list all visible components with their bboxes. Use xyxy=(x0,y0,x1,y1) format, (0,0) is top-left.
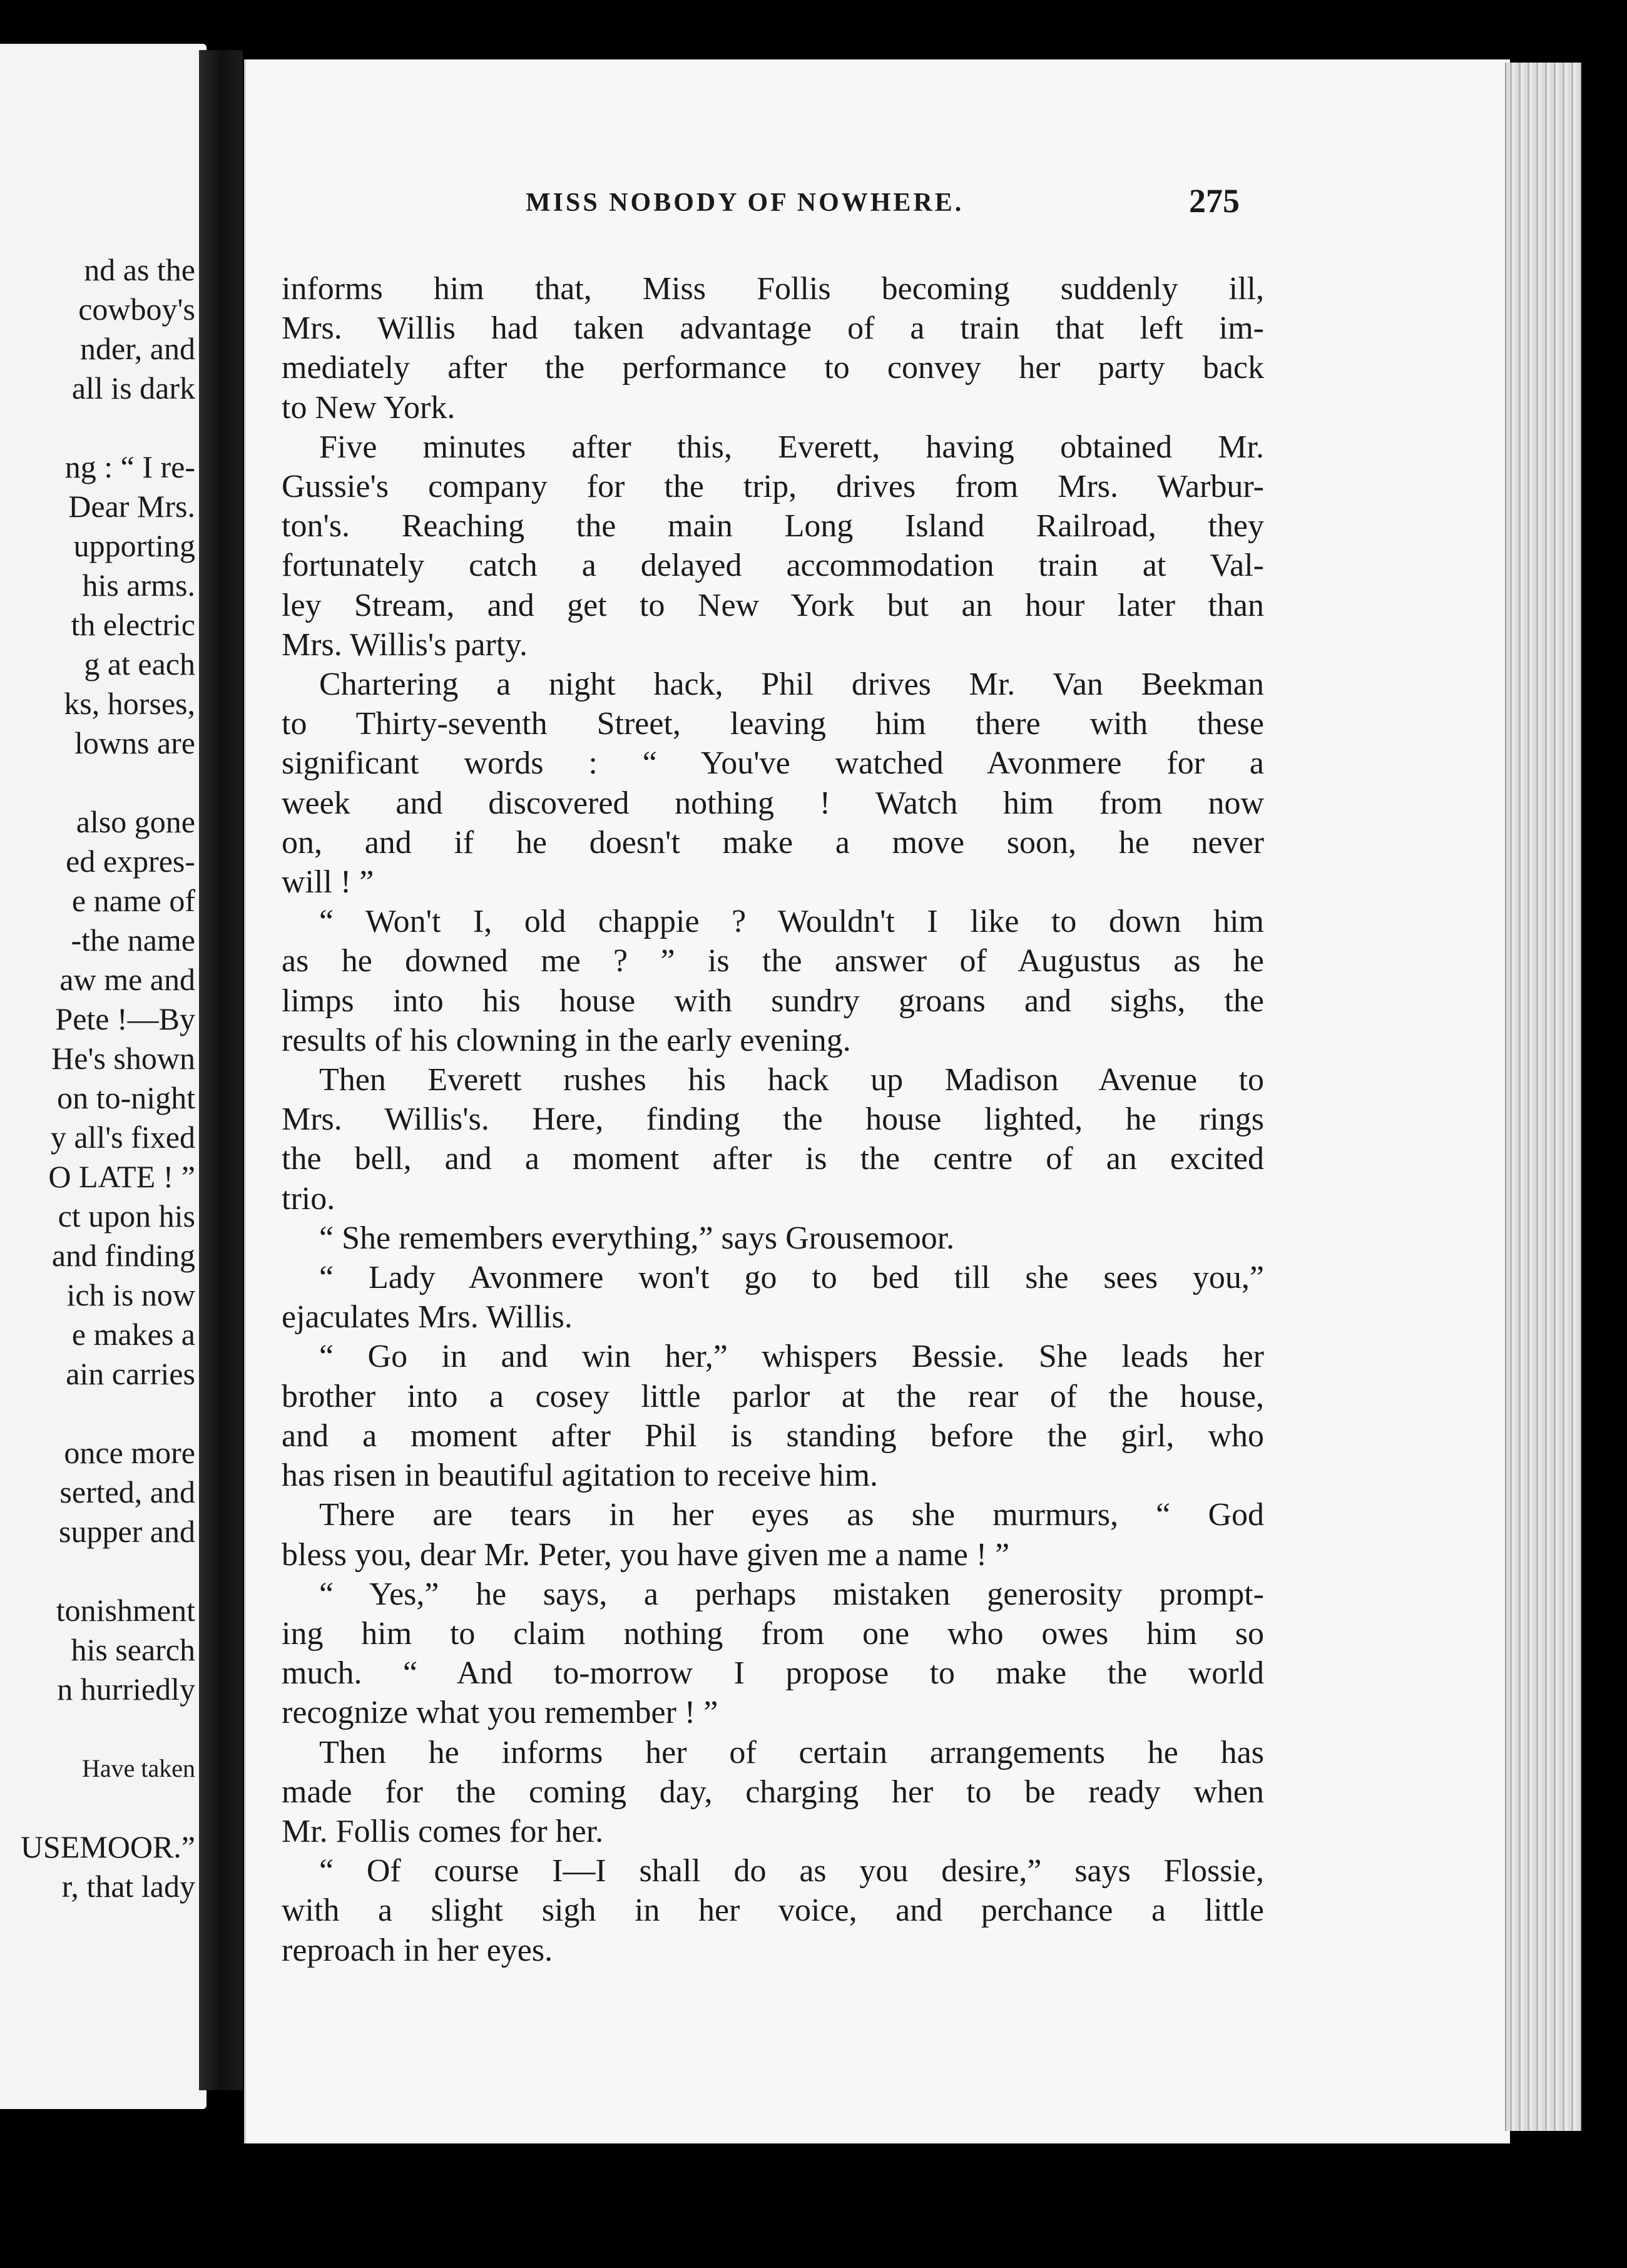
previous-page-line: y all's fixed xyxy=(50,1120,195,1155)
text-line: Mr. Follis comes for her. xyxy=(282,1813,604,1849)
previous-page xyxy=(0,44,207,2109)
text-line: results of his clowning in the early evening. xyxy=(282,1022,851,1058)
previous-page-line: all is dark xyxy=(71,370,195,406)
previous-page-line: supper and xyxy=(59,1514,195,1549)
previous-page-line: USEMOOR.” xyxy=(20,1829,195,1864)
text-line: recognize what you remember ! ” xyxy=(282,1695,718,1731)
page-edges xyxy=(1505,63,1581,2131)
previous-page-line xyxy=(21,763,195,802)
previous-page-line: -the name xyxy=(71,922,195,958)
previous-page-line: lowns are xyxy=(74,725,195,760)
text-line: “ Lady Avonmere won't go to bed till she sees you,” xyxy=(319,1260,1264,1296)
previous-page-line: r, that lady xyxy=(61,1869,195,1904)
previous-page-line: ed expres- xyxy=(66,844,195,879)
previous-page-line xyxy=(21,1788,195,1827)
text-line: ton's. Reaching the main Long Island Railroad, they xyxy=(282,508,1264,544)
previous-page-line: ng : “ I re- xyxy=(64,449,195,484)
previous-page-line: n hurriedly xyxy=(57,1672,195,1707)
text-line: “ Won't I, old chappie ? Wouldn't I like to down him xyxy=(319,904,1264,940)
text-line: fortunately catch a delayed accommodation train at Val- xyxy=(282,548,1264,584)
previous-page-line: once more xyxy=(64,1435,195,1470)
previous-page-line: ich is now xyxy=(66,1277,195,1312)
text-line: “ Yes,” he says, a perhaps mistaken generosity prompt- xyxy=(319,1576,1264,1612)
previous-page-line: cowboy's xyxy=(78,292,195,327)
previous-page-line: his search xyxy=(71,1632,195,1667)
text-line: as he downed me ? ” is the answer of Augustus as he xyxy=(282,943,1264,979)
text-line: informs him that, Miss Follis becoming suddenly ill, xyxy=(282,271,1264,307)
text-line: trio. xyxy=(282,1180,335,1217)
previous-page-line: O LATE ! ” xyxy=(48,1159,195,1194)
text-line: “ Of course I—I shall do as you desire,” says Flossie, xyxy=(319,1853,1264,1889)
previous-page-line: on to-night xyxy=(57,1080,195,1115)
text-line: with a slight sigh in her voice, and perchance a little xyxy=(282,1893,1264,1929)
previous-page-line: tonishment xyxy=(56,1593,195,1628)
text-line: to Thirty-seventh Street, leaving him there with these xyxy=(282,706,1264,742)
text-line: reproach in her eyes. xyxy=(282,1932,553,1968)
running-head: MISS NOBODY OF NOWHERE. xyxy=(526,188,964,217)
previous-page-text xyxy=(21,250,195,1906)
previous-page-line xyxy=(21,1551,195,1591)
text-line: and a moment after Phil is standing before the girl, who xyxy=(282,1418,1264,1454)
text-line: Mrs. Willis's. Here, finding the house lighted, he rings xyxy=(282,1101,1264,1138)
text-line: brother into a cosey little parlor at the rear of the house, xyxy=(282,1378,1264,1414)
text-line: bless you, dear Mr. Peter, you have given me a name ! ” xyxy=(282,1536,1010,1573)
text-line: Gussie's company for the trip, drives from Mrs. Warbur- xyxy=(282,469,1264,505)
text-line: Mrs. Willis's party. xyxy=(282,626,528,663)
text-line: the bell, and a moment after is the centre of an excited xyxy=(282,1141,1264,1177)
text-line: ejaculates Mrs. Willis. xyxy=(282,1299,573,1336)
text-line: will ! ” xyxy=(282,864,374,901)
text-line: ley Stream, and get to New York but an hour later than xyxy=(282,587,1264,623)
text-line: week and discovered nothing ! Watch him from now xyxy=(282,785,1264,821)
text-line: limps into his house with sundry groans and sighs, the xyxy=(282,983,1264,1019)
previous-page-line: nd as the xyxy=(84,252,195,287)
previous-page-line: e makes a xyxy=(71,1317,195,1352)
text-line: Then he informs her of certain arrangements he has xyxy=(319,1734,1264,1770)
text-line: mediately after the performance to convey her party back xyxy=(282,350,1264,386)
text-line: Chartering a night hack, Phil drives Mr. Van Beekman xyxy=(319,667,1264,703)
previous-page-line: Have taken xyxy=(81,1754,195,1782)
text-line: significant words : “ You've watched Avonmere for a xyxy=(282,745,1264,782)
previous-page-line: and finding xyxy=(51,1238,195,1273)
text-line: Five minutes after this, Everett, having obtained Mr. xyxy=(319,429,1264,465)
book-gutter xyxy=(199,50,243,2090)
body-text xyxy=(282,269,1264,1970)
text-line: Mrs. Willis had taken advantage of a train that left im- xyxy=(282,310,1264,347)
text-line: much. “ And to-morrow I propose to make the world xyxy=(282,1655,1264,1692)
page-number: 275 xyxy=(1189,182,1240,220)
previous-page-line xyxy=(21,408,195,447)
previous-page-line xyxy=(21,1394,195,1433)
previous-page-line: Pete !—By xyxy=(55,1001,195,1036)
previous-page-line: g at each xyxy=(84,646,195,682)
text-line: “ She remembers everything,” says Grousemoor. xyxy=(319,1220,955,1256)
previous-page-line: nder, and xyxy=(79,331,195,366)
previous-page-line: He's shown xyxy=(51,1041,195,1076)
text-line: to New York. xyxy=(282,389,456,426)
previous-page-line: serted, and xyxy=(59,1474,195,1509)
previous-page-line: also gone xyxy=(76,804,195,839)
text-line: “ Go in and win her,” whispers Bessie. She leads her xyxy=(319,1339,1264,1375)
previous-page-line: upporting xyxy=(73,528,195,563)
previous-page-line: his arms. xyxy=(82,568,195,603)
previous-page-line xyxy=(21,1709,195,1749)
previous-page-line: ct upon his xyxy=(58,1198,195,1234)
previous-page-line: ks, horses, xyxy=(64,686,195,721)
previous-page-line: ain carries xyxy=(66,1356,195,1391)
text-line: on, and if he doesn't make a move soon, he never xyxy=(282,824,1264,861)
text-line: ing him to claim nothing from one who owes him so xyxy=(282,1615,1264,1652)
text-line: Then Everett rushes his hack up Madison Avenue to xyxy=(319,1062,1264,1098)
text-line: has risen in beautiful agitation to receive him. xyxy=(282,1458,879,1494)
previous-page-line: th electric xyxy=(71,607,195,642)
previous-page-line: aw me and xyxy=(59,962,195,997)
previous-page-line: e name of xyxy=(71,883,195,918)
text-line: There are tears in her eyes as she murmurs, “ God xyxy=(319,1497,1264,1533)
text-line: made for the coming day, charging her to be ready when xyxy=(282,1774,1264,1810)
previous-page-line: Dear Mrs. xyxy=(68,489,195,524)
